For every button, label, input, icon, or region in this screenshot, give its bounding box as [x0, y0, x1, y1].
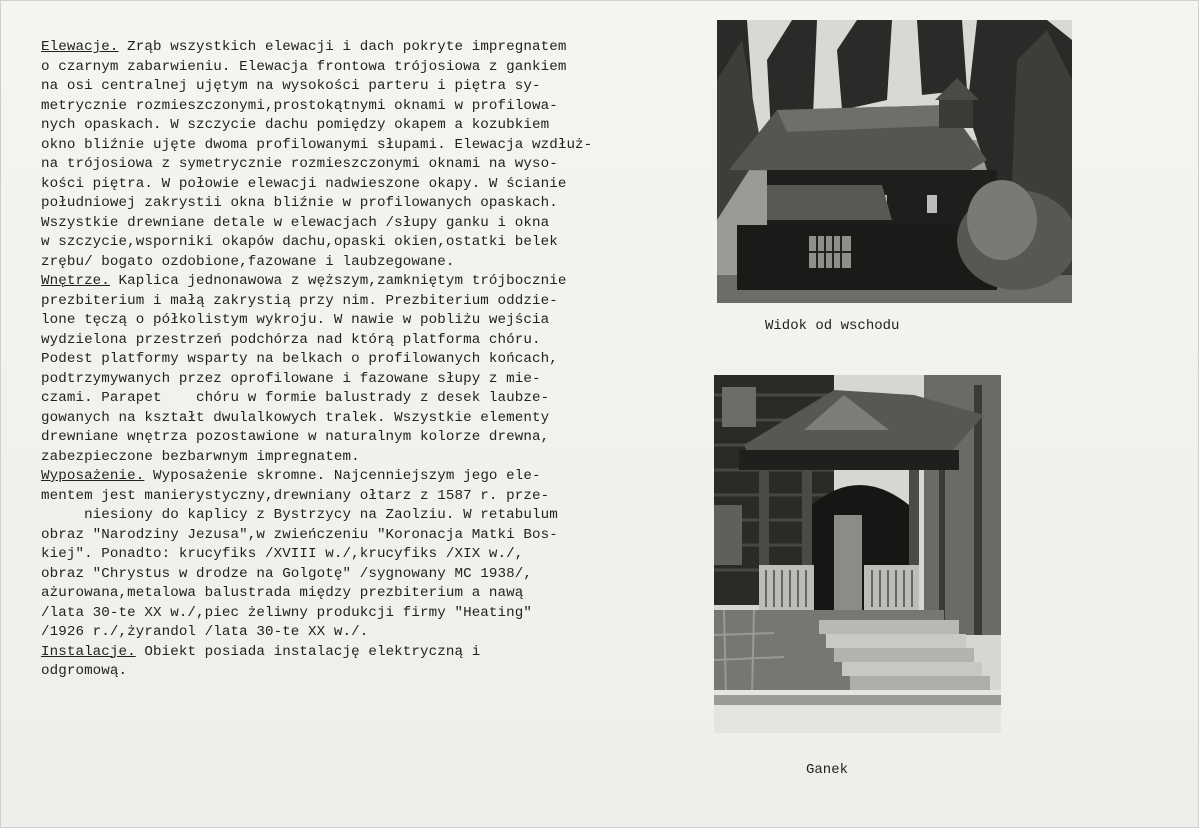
- text-line: [41, 58, 691, 78]
- text-line: [41, 331, 691, 351]
- text-content: drewniane wnętrza pozostawione w naturalnym kolorze drewna,: [41, 429, 550, 445]
- text-content: nych opaskach. W szczycie dachu pomiędzy okapem a kozubkiem: [41, 117, 550, 133]
- text-content: Kaplica jednonawowa z węższym,zamkniętym trójbocznie: [109, 273, 567, 289]
- text-content: Wyposażenie skromne. Najcenniejszym jego ele-: [144, 468, 541, 484]
- text-content: /lata 30-te XX w./,piec żeliwny produkcji firmy "Heating": [41, 604, 532, 621]
- text-line: [41, 623, 691, 643]
- text-content: niesiony do kaplicy z Bystrzycy na Zaolziu. W retabulum: [41, 507, 558, 523]
- text-line: [41, 604, 691, 624]
- text-line: [41, 292, 691, 312]
- text-content: okno bliźnie ujęte dwoma profilowanymi słupami. Elewacja wzdłuż-: [41, 136, 593, 153]
- text-content: na osi centralnej ujętym na wysokości parteru i piętra sy-: [41, 78, 541, 94]
- text-content: ażurowana,metalowa balustrada między prezbiterium a nawą: [41, 585, 524, 601]
- text-line: [41, 272, 691, 292]
- text-content: na trójosiowa z symetrycznie rozmieszczonymi oknami na wyso-: [41, 156, 558, 172]
- photo-caption-porch: Ganek: [806, 762, 849, 778]
- text-line: [41, 643, 691, 663]
- text-content: /1926 r./,żyrandol /lata 30-te XX w./.: [41, 624, 369, 640]
- text-line: [41, 136, 691, 156]
- text-line: [41, 38, 691, 58]
- text-line: [41, 77, 691, 97]
- text-content: lone tęczą o półkolistym wykroju. W nawie w pobliżu wejścia: [41, 312, 550, 328]
- text-line: [41, 253, 691, 273]
- text-content: prezbiterium i małą zakrystią przy nim. Prezbiterium oddzie-: [41, 292, 558, 309]
- text-content: zabezpieczone bezbarwnym impregnatem.: [41, 448, 360, 465]
- text-content: w szczycie,wsporniki okapów dachu,opaski okien,ostatki belek: [41, 234, 558, 250]
- text-line: [41, 214, 691, 234]
- text-line: [41, 194, 691, 214]
- text-content: gowanych na kształt dwulalkowych tralek. Wszystkie elementy: [41, 409, 550, 426]
- text-content: czami. Parapet chóru w formie balustrady z desek laubze-: [41, 390, 550, 406]
- text-line: [41, 584, 691, 604]
- text-content: południowej zakrystii okna bliźnie w profilowanych opaskach.: [41, 195, 558, 211]
- text-content: metrycznie rozmieszczonymi,prostokątnymi oknami w profilowa-: [41, 97, 558, 114]
- section-heading: Wnętrze.: [41, 273, 110, 289]
- text-content: kiej". Ponadto: krucyfiks /XVIII w./,krucyfiks /XIX w./,: [41, 546, 524, 562]
- text-line: [41, 662, 691, 682]
- text-line: [41, 545, 691, 565]
- text-line: [41, 97, 691, 117]
- text-content: zrębu/ bogato ozdobione,fazowane i laubzegowane.: [41, 253, 455, 270]
- text-content: obraz "Narodziny Jezusa",w zwieńczeniu "Koronacja Matki Bos-: [41, 526, 558, 543]
- text-line: [41, 565, 691, 585]
- text-content: Wszystkie drewniane detale w elewacjach /słupy ganku i okna: [41, 214, 550, 231]
- text-line: [41, 311, 691, 331]
- text-content: odgromową.: [41, 663, 128, 679]
- text-line: [41, 175, 691, 195]
- text-content: mentem jest manierystyczny,drewniany ołtarz z 1587 r. prze-: [41, 487, 550, 504]
- text-line: [41, 409, 691, 429]
- text-line: [41, 428, 691, 448]
- text-line: [41, 155, 691, 175]
- text-line: [41, 448, 691, 468]
- text-content: obraz "Chrystus w drodze na Golgotę" /sygnowany MC 1938/,: [41, 565, 532, 582]
- text-content: Zrąb wszystkich elewacji i dach pokryte impregnatem: [118, 39, 567, 55]
- text-line: [41, 506, 691, 526]
- text-content: kości piętra. W połowie elewacji nadwieszone okapy. W ścianie: [41, 175, 567, 192]
- text-line: [41, 233, 691, 253]
- section-heading: Wyposażenie.: [41, 468, 145, 484]
- section-heading: Elewacje.: [41, 39, 119, 55]
- text-content: Obiekt posiada instalację elektryczną i: [135, 643, 481, 660]
- photo-porch: [714, 375, 1001, 733]
- text-content: Podest platformy wsparty na belkach o profilowanych końcach,: [41, 351, 558, 367]
- text-line: [41, 370, 691, 390]
- text-content: podtrzymywanych przez oprofilowane i fazowane słupy z mie-: [41, 370, 541, 387]
- text-line: [41, 389, 691, 409]
- text-content: wydzielona przestrzeń podchórza nad którą platforma chóru.: [41, 331, 541, 348]
- text-line: [41, 116, 691, 136]
- text-line: [41, 526, 691, 546]
- photo-caption-east: Widok od wschodu: [765, 318, 900, 334]
- description-text: [41, 38, 691, 682]
- photo-east-view: [717, 20, 1072, 303]
- text-line: [41, 487, 691, 507]
- text-line: [41, 350, 691, 370]
- text-content: o czarnym zabarwieniu. Elewacja frontowa trójosiowa z gankiem: [41, 58, 567, 75]
- text-line: [41, 467, 691, 487]
- section-heading: Instalacje.: [41, 643, 136, 660]
